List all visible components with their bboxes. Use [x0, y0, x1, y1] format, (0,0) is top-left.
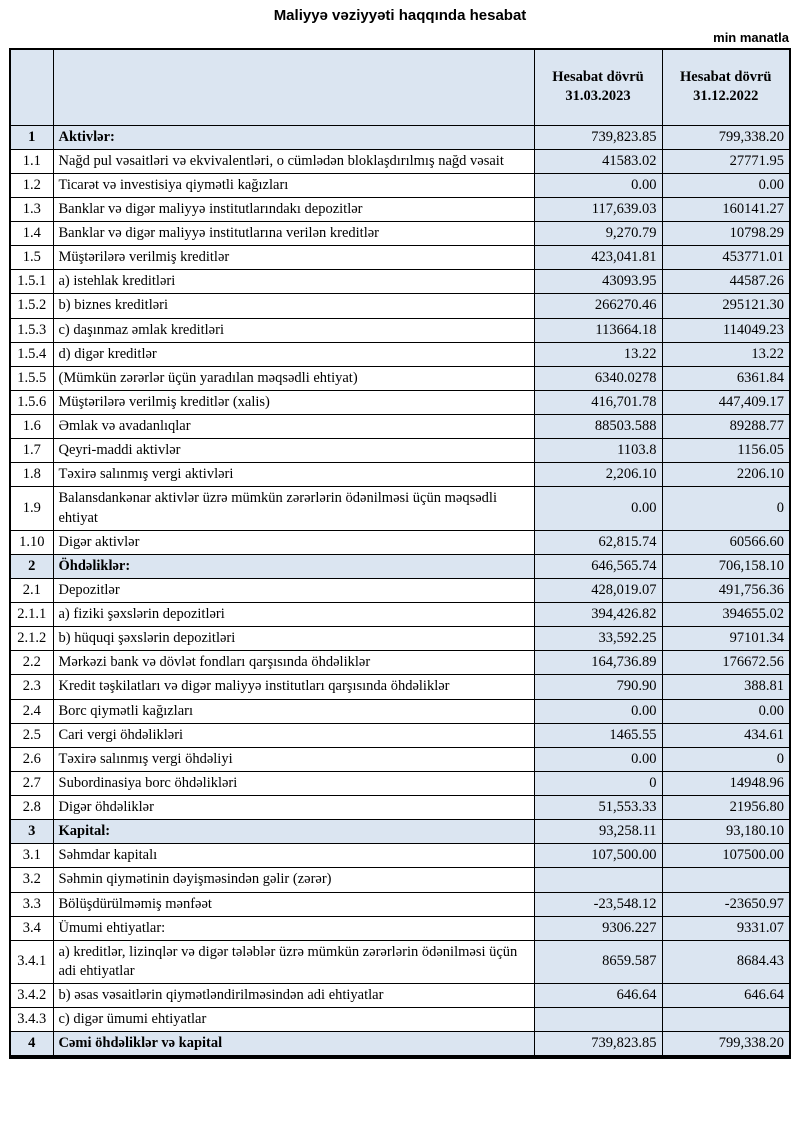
unit-note: min manatla: [713, 30, 789, 45]
row-value-31-12-2022: 0: [662, 747, 790, 771]
row-value-31-03-2023: 428,019.07: [534, 578, 662, 602]
table-header: [10, 49, 790, 125]
row-number: 3.3: [10, 892, 53, 916]
row-number: 1.5.1: [10, 270, 53, 294]
row-value-31-12-2022: 706,158.10: [662, 554, 790, 578]
table-row: [10, 892, 790, 916]
row-value-31-03-2023: 93,258.11: [534, 820, 662, 844]
row-label: (Mümkün zərərlər üçün yaradılan məqsədli ehtiyat): [53, 366, 534, 390]
table-row: [10, 197, 790, 221]
table-row: [10, 366, 790, 390]
row-value-31-12-2022: -23650.97: [662, 892, 790, 916]
row-value-31-12-2022: 453771.01: [662, 246, 790, 270]
row-label: Səhmdar kapitalı: [53, 844, 534, 868]
row-label: Mərkəzi bank və dövlət fondları qarşısında öhdəliklər: [53, 651, 534, 675]
row-number: 1.5.2: [10, 294, 53, 318]
row-value-31-03-2023: 646,565.74: [534, 554, 662, 578]
row-label: Ticarət və investisiya qiymətli kağızları: [53, 173, 534, 197]
table-row: [10, 940, 790, 983]
row-label: a) istehlak kreditləri: [53, 270, 534, 294]
period2-caption: Hesabat dövrü: [680, 69, 772, 86]
table-row: [10, 246, 790, 270]
table-row: [10, 439, 790, 463]
row-number: 1.2: [10, 173, 53, 197]
row-value-31-12-2022: 97101.34: [662, 627, 790, 651]
row-label: Əmlak və avadanlıqlar: [53, 415, 534, 439]
row-label: Borc qiymətli kağızları: [53, 699, 534, 723]
row-value-31-03-2023: 1465.55: [534, 723, 662, 747]
row-value-31-03-2023: 0.00: [534, 747, 662, 771]
row-value-31-12-2022: 89288.77: [662, 415, 790, 439]
row-value-31-03-2023: 0.00: [534, 173, 662, 197]
row-value-31-12-2022: 107500.00: [662, 844, 790, 868]
row-value-31-03-2023: 164,736.89: [534, 651, 662, 675]
row-number: 1.5: [10, 246, 53, 270]
row-value-31-12-2022: 491,756.36: [662, 578, 790, 602]
row-value-31-12-2022: 295121.30: [662, 294, 790, 318]
row-value-31-03-2023: 43093.95: [534, 270, 662, 294]
row-value-31-12-2022: 1156.05: [662, 439, 790, 463]
row-number: 3.1: [10, 844, 53, 868]
table-row: [10, 318, 790, 342]
row-label: b) əsas vəsaitlərin qiymətləndirilməsindən adi ehtiyatlar: [53, 984, 534, 1008]
table-row: [10, 149, 790, 173]
page-title: Maliyyə vəziyyəti haqqında hesabat: [273, 7, 527, 24]
row-value-31-12-2022: [662, 868, 790, 892]
table-row: [10, 844, 790, 868]
row-number: 2.2: [10, 651, 53, 675]
row-number: 3.4.1: [10, 940, 53, 983]
row-number: 2.3: [10, 675, 53, 699]
table-row: [10, 747, 790, 771]
section-row: [10, 1032, 790, 1058]
row-number: 1.5.4: [10, 342, 53, 366]
row-value-31-03-2023: 416,701.78: [534, 390, 662, 414]
row-value-31-12-2022: 0: [662, 487, 790, 530]
row-number: 2.4: [10, 699, 53, 723]
row-label: Müştərilərə verilmiş kreditlər: [53, 246, 534, 270]
row-value-31-12-2022: 21956.80: [662, 796, 790, 820]
table-row: [10, 487, 790, 530]
row-value-31-12-2022: 388.81: [662, 675, 790, 699]
table-body: [10, 125, 790, 1057]
row-value-31-12-2022: 447,409.17: [662, 390, 790, 414]
row-value-31-03-2023: 51,553.33: [534, 796, 662, 820]
row-label: c) daşınmaz əmlak kreditləri: [53, 318, 534, 342]
table-row: [10, 1008, 790, 1032]
row-value-31-03-2023: 739,823.85: [534, 1032, 662, 1058]
row-value-31-03-2023: 8659.587: [534, 940, 662, 983]
table-row: [10, 868, 790, 892]
row-value-31-03-2023: 2,206.10: [534, 463, 662, 487]
row-number: 3.4.2: [10, 984, 53, 1008]
table-row: [10, 222, 790, 246]
row-value-31-03-2023: 41583.02: [534, 149, 662, 173]
table-row: [10, 723, 790, 747]
row-label: Subordinasiya borc öhdəlikləri: [53, 771, 534, 795]
header-row: [10, 49, 790, 125]
row-value-31-03-2023: 0.00: [534, 487, 662, 530]
row-label: Təxirə salınmış vergi öhdəliyi: [53, 747, 534, 771]
table-row: [10, 771, 790, 795]
table-row: [10, 463, 790, 487]
row-label: Kapital:: [53, 820, 534, 844]
row-value-31-03-2023: 739,823.85: [534, 125, 662, 149]
row-label: d) digər kreditlər: [53, 342, 534, 366]
row-value-31-03-2023: 117,639.03: [534, 197, 662, 221]
row-number: 1.3: [10, 197, 53, 221]
row-label: Qeyri-maddi aktivlər: [53, 439, 534, 463]
row-value-31-12-2022: [662, 1008, 790, 1032]
row-number: 1.6: [10, 415, 53, 439]
row-label: Nağd pul vəsaitləri və ekvivalentləri, o cümlədən bloklaşdırılmış nağd vəsait: [53, 149, 534, 173]
row-number: 3.4.3: [10, 1008, 53, 1032]
row-value-31-12-2022: 27771.95: [662, 149, 790, 173]
row-value-31-12-2022: 13.22: [662, 342, 790, 366]
row-number: 2.8: [10, 796, 53, 820]
row-label: Müştərilərə verilmiş kreditlər (xalis): [53, 390, 534, 414]
row-value-31-03-2023: 62,815.74: [534, 530, 662, 554]
row-label: Öhdəliklər:: [53, 554, 534, 578]
header-no-column: [10, 49, 53, 125]
row-number: 4: [10, 1032, 53, 1058]
row-label: b) hüquqi şəxslərin depozitləri: [53, 627, 534, 651]
row-value-31-12-2022: 799,338.20: [662, 1032, 790, 1058]
row-label: Təxirə salınmış vergi aktivləri: [53, 463, 534, 487]
row-number: 2.1.2: [10, 627, 53, 651]
row-value-31-03-2023: 394,426.82: [534, 603, 662, 627]
row-value-31-12-2022: 10798.29: [662, 222, 790, 246]
header-period-31-03-2023: [534, 49, 662, 125]
row-value-31-03-2023: 107,500.00: [534, 844, 662, 868]
table-row: [10, 415, 790, 439]
row-value-31-03-2023: 113664.18: [534, 318, 662, 342]
row-value-31-03-2023: 6340.0278: [534, 366, 662, 390]
row-number: 1.4: [10, 222, 53, 246]
row-number: 2.5: [10, 723, 53, 747]
row-value-31-03-2023: [534, 868, 662, 892]
row-value-31-12-2022: 60566.60: [662, 530, 790, 554]
row-value-31-12-2022: 0.00: [662, 173, 790, 197]
row-number: 2.6: [10, 747, 53, 771]
table-row: [10, 390, 790, 414]
period1-caption: Hesabat dövrü: [552, 69, 644, 86]
row-label: Digər aktivlər: [53, 530, 534, 554]
row-label: Ümumi ehtiyatlar:: [53, 916, 534, 940]
row-value-31-03-2023: 0: [534, 771, 662, 795]
row-number: 3.4: [10, 916, 53, 940]
period1-date: 31.03.2023: [565, 88, 631, 105]
row-value-31-03-2023: 33,592.25: [534, 627, 662, 651]
section-row: [10, 554, 790, 578]
row-number: 1.1: [10, 149, 53, 173]
header-period-31-12-2022: [662, 49, 790, 125]
row-value-31-12-2022: 6361.84: [662, 366, 790, 390]
row-label: Digər öhdəliklər: [53, 796, 534, 820]
period2-date: 31.12.2022: [693, 88, 759, 105]
row-value-31-03-2023: 0.00: [534, 699, 662, 723]
table-row: [10, 651, 790, 675]
row-value-31-12-2022: 799,338.20: [662, 125, 790, 149]
section-row: [10, 820, 790, 844]
row-value-31-12-2022: 114049.23: [662, 318, 790, 342]
row-number: 1.5.6: [10, 390, 53, 414]
row-value-31-03-2023: 423,041.81: [534, 246, 662, 270]
row-value-31-12-2022: 176672.56: [662, 651, 790, 675]
row-value-31-03-2023: [534, 1008, 662, 1032]
table-row: [10, 916, 790, 940]
row-value-31-12-2022: 44587.26: [662, 270, 790, 294]
table-row: [10, 342, 790, 366]
row-value-31-12-2022: 160141.27: [662, 197, 790, 221]
row-label: b) biznes kreditləri: [53, 294, 534, 318]
row-number: 1.8: [10, 463, 53, 487]
row-value-31-03-2023: 9306.227: [534, 916, 662, 940]
row-label: Cəmi öhdəliklər və kapital: [53, 1032, 534, 1058]
row-number: 1.5.5: [10, 366, 53, 390]
row-number: 2.1: [10, 578, 53, 602]
table-row: [10, 530, 790, 554]
table-row: [10, 603, 790, 627]
table-row: [10, 675, 790, 699]
row-label: Balansdankənar aktivlər üzrə mümkün zərərlərin ödənilməsi üçün məqsədli ehtiyat: [53, 487, 534, 530]
table-row: [10, 270, 790, 294]
row-label: Banklar və digər maliyyə institutlarındakı depozitlər: [53, 197, 534, 221]
row-label: Bölüşdürülməmiş mənfəət: [53, 892, 534, 916]
table-row: [10, 796, 790, 820]
table-row: [10, 294, 790, 318]
section-row: [10, 125, 790, 149]
row-label: Aktivlər:: [53, 125, 534, 149]
row-number: 1.7: [10, 439, 53, 463]
row-number: 2.7: [10, 771, 53, 795]
row-number: 1.9: [10, 487, 53, 530]
row-number: 2: [10, 554, 53, 578]
row-number: 3: [10, 820, 53, 844]
row-number: 3.2: [10, 868, 53, 892]
row-value-31-12-2022: 2206.10: [662, 463, 790, 487]
row-value-31-12-2022: 646.64: [662, 984, 790, 1008]
row-number: 1: [10, 125, 53, 149]
row-number: 2.1.1: [10, 603, 53, 627]
row-value-31-12-2022: 8684.43: [662, 940, 790, 983]
table-row: [10, 984, 790, 1008]
row-label: c) digər ümumi ehtiyatlar: [53, 1008, 534, 1032]
row-number: 1.5.3: [10, 318, 53, 342]
row-value-31-12-2022: 93,180.10: [662, 820, 790, 844]
row-value-31-03-2023: 1103.8: [534, 439, 662, 463]
table-row: [10, 627, 790, 651]
row-value-31-03-2023: 790.90: [534, 675, 662, 699]
row-label: Kredit təşkilatları və digər maliyyə institutları qarşısında öhdəliklər: [53, 675, 534, 699]
row-value-31-12-2022: 14948.96: [662, 771, 790, 795]
row-label: Səhmin qiymətinin dəyişməsindən gəlir (zərər): [53, 868, 534, 892]
row-value-31-12-2022: 434.61: [662, 723, 790, 747]
row-number: 1.10: [10, 530, 53, 554]
table-row: [10, 173, 790, 197]
table-row: [10, 699, 790, 723]
row-value-31-12-2022: 9331.07: [662, 916, 790, 940]
row-value-31-03-2023: 266270.46: [534, 294, 662, 318]
row-value-31-03-2023: -23,548.12: [534, 892, 662, 916]
row-label: Cari vergi öhdəlikləri: [53, 723, 534, 747]
table-row: [10, 578, 790, 602]
row-value-31-03-2023: 13.22: [534, 342, 662, 366]
header-label-column: [53, 49, 534, 125]
row-value-31-03-2023: 88503.588: [534, 415, 662, 439]
row-value-31-12-2022: 394655.02: [662, 603, 790, 627]
row-label: a) fiziki şəxslərin depozitləri: [53, 603, 534, 627]
row-value-31-12-2022: 0.00: [662, 699, 790, 723]
row-label: a) kreditlər, lizinqlər və digər tələblər üzrə mümkün zərərlərin ödənilməsi üçün adi ehtiyatlar: [53, 940, 534, 983]
row-label: Depozitlər: [53, 578, 534, 602]
financial-position-table: [9, 48, 791, 1059]
row-label: Banklar və digər maliyyə institutlarına verilən kreditlər: [53, 222, 534, 246]
row-value-31-03-2023: 9,270.79: [534, 222, 662, 246]
row-value-31-03-2023: 646.64: [534, 984, 662, 1008]
